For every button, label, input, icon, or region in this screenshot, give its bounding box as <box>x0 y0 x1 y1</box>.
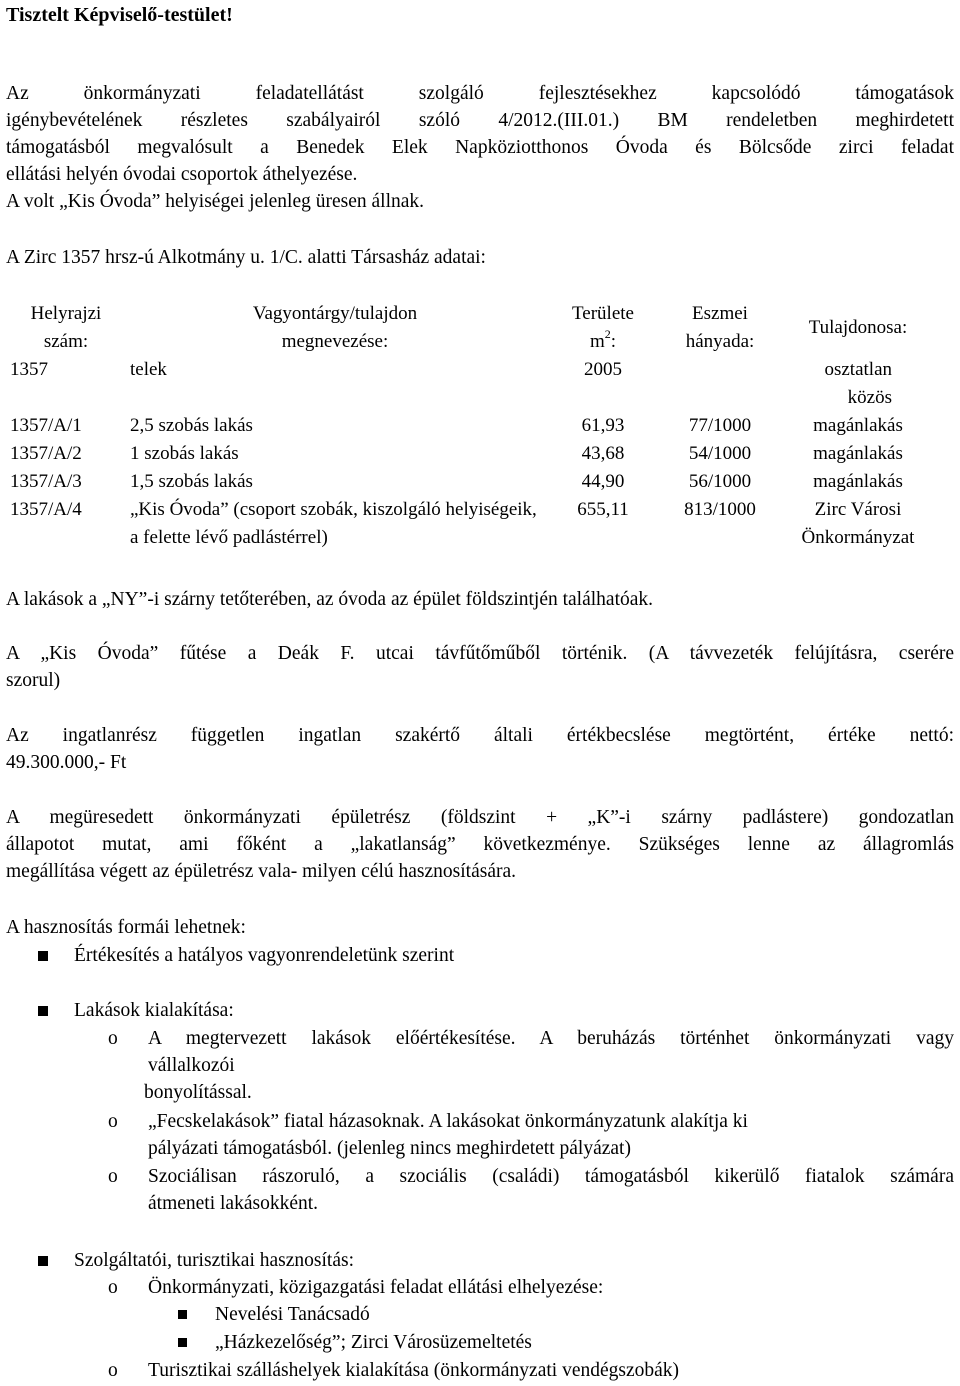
cell-area: 655,11 <box>577 499 629 520</box>
intro-line: ellátási helyén óvodai csoportok áthelyezése. <box>6 164 358 185</box>
cell-area: 61,93 <box>581 415 625 436</box>
sub-list-item: o „Fecskelakások” fiatal házasoknak. A lakásokat önkormányzatunk alakítja ki pályázati támogatásból. (jelenleg nincs meghirdetett pályázat) <box>108 1108 954 1162</box>
bullet-item: Szolgáltatói, turisztikai hasznosítás: <box>38 1247 354 1274</box>
bullet-item: Értékesítés a hatályos vagyonrendeletünk szerint <box>38 942 454 969</box>
cell-name: 2,5 szobás lakás <box>130 415 253 436</box>
circle-bullet-icon: o <box>108 1360 118 1381</box>
intro-line: Az önkormányzati feladatellátást szolgáló fejlesztésekhez kapcsolódó támogatások <box>6 83 954 104</box>
apartments-paragraph: A lakások a „NY”-i szárny tetőterében, az óvoda az épület földszintjén találhatóak. <box>6 589 654 610</box>
square-bullet-icon <box>38 1256 48 1266</box>
table-row <box>6 468 938 496</box>
property-table <box>6 300 938 552</box>
square-bullet-icon <box>38 951 48 961</box>
cell-owner: Zirc Városi Önkormányzat <box>801 499 915 548</box>
cell-hrsz: 1357/A/4 <box>10 499 82 520</box>
cell-share <box>662 356 778 412</box>
square-bullet-icon <box>178 1338 187 1347</box>
table-row <box>6 412 938 440</box>
sub-sub-list-item: „Házkezelőség”; Zirci Városüzemeltetés <box>178 1329 532 1356</box>
cell-name: „Kis Óvoda” (csoport szobák, kiszolgáló helyiségeik, a felette lévő padlástérrel) <box>130 499 537 548</box>
cell-share: 813/1000 <box>684 499 756 520</box>
circle-bullet-icon: o <box>108 1166 118 1187</box>
bullet-item: Lakások kialakítása: <box>38 997 234 1024</box>
header-area: Területe $m^2$: <box>572 303 634 352</box>
cell-area: 43,68 <box>581 443 625 464</box>
cell-owner: osztatlan közös <box>824 359 892 408</box>
sub-list-item: o Önkormányzati, közigazgatási feladat ellátási elhelyezése: <box>108 1274 954 1301</box>
forms-intro: A hasznosítás formái lehetnek: <box>6 917 246 938</box>
vacant-sentence: A volt „Kis Óvoda” helyiségei jelenleg üresen állnak. <box>6 191 425 212</box>
circle-bullet-icon: o <box>108 1028 118 1049</box>
intro-paragraph <box>6 80 954 215</box>
sub-list-item: o Szociálisan rászoruló, a szociális (családi) támogatásból kikerülő fiatalok számára átmeneti lakásokként. <box>108 1163 954 1217</box>
sub-sub-list-item: Nevelési Tanácsadó <box>178 1301 370 1328</box>
salutation: Tisztelt Képviselő-testület! <box>6 4 233 26</box>
intro-line: támogatásból megvalósult a Benedek Elek Napköziotthonos Óvoda és Bölcsőde zirci feladat <box>6 137 954 158</box>
header-name: Vagyontárgy/tulajdon megnevezése: <box>252 303 418 352</box>
cell-hrsz: 1357/A/1 <box>10 415 82 436</box>
cell-hrsz: 1357 <box>10 359 48 380</box>
sub-list-item: o Turisztikai szálláshelyek kialakítása (önkormányzati vendégszobák) <box>108 1357 954 1384</box>
table-row <box>6 356 938 412</box>
cell-owner: magánlakás <box>813 443 903 464</box>
circle-bullet-icon: o <box>108 1277 118 1298</box>
table-intro: A Zirc 1357 hrsz-ú Alkotmány u. 1/C. alatti Társasház adatai: <box>6 247 486 268</box>
sub-list-item: o A megtervezett lakások előértékesítése. A beruházás történhet önkormányzati vagy vállalkozói bonyolítással. <box>108 1025 954 1106</box>
intro-line: igénybevételének részletes szabályairól szóló 4/2012.(III.01.) BM rendeletben meghirdetett <box>6 110 954 131</box>
cell-area: 44,90 <box>581 471 625 492</box>
header-hrsz: Helyrajzi szám: <box>30 303 102 352</box>
cell-name: telek <box>130 359 167 380</box>
square-bullet-icon <box>38 1006 48 1016</box>
cell-owner: magánlakás <box>813 471 903 492</box>
cell-share: 54/1000 <box>688 443 752 464</box>
valuation-paragraph: Az ingatlanrész független ingatlan szakértő általi értékbecslése megtörtént, értéke nettó: 49.300.000,- Ft <box>6 725 954 773</box>
cell-share: 56/1000 <box>688 471 752 492</box>
table-row <box>6 496 938 552</box>
circle-bullet-icon: o <box>108 1111 118 1132</box>
cell-owner: magánlakás <box>813 415 903 436</box>
heating-paragraph: A „Kis Óvoda” fűtése a Deák F. utcai távfűtőműből történik. (A távvezeték felújításra, cserére szorul) <box>6 643 954 691</box>
cell-area: 2005 <box>584 359 622 380</box>
vacant-paragraph: A megüresedett önkormányzati épületrész (földszint + „K”-i szárny padlástere) gondozatlan állapotot mutat, ami főként a „lakatlanság” következménye. Szükséges lenne az állagromlás megállítása végett az épületrész vala- milyen célú hasznosítására. <box>6 807 954 882</box>
cell-share: 77/1000 <box>688 415 752 436</box>
header-owner: Tulajdonosa: <box>808 317 908 338</box>
header-share: Eszmei hányada: <box>685 303 755 352</box>
cell-hrsz: 1357/A/2 <box>10 443 82 464</box>
table-row <box>6 440 938 468</box>
square-bullet-icon <box>178 1310 187 1319</box>
cell-name: 1 szobás lakás <box>130 443 239 464</box>
cell-name: 1,5 szobás lakás <box>130 471 253 492</box>
cell-hrsz: 1357/A/3 <box>10 471 82 492</box>
table-header-row <box>6 300 938 356</box>
